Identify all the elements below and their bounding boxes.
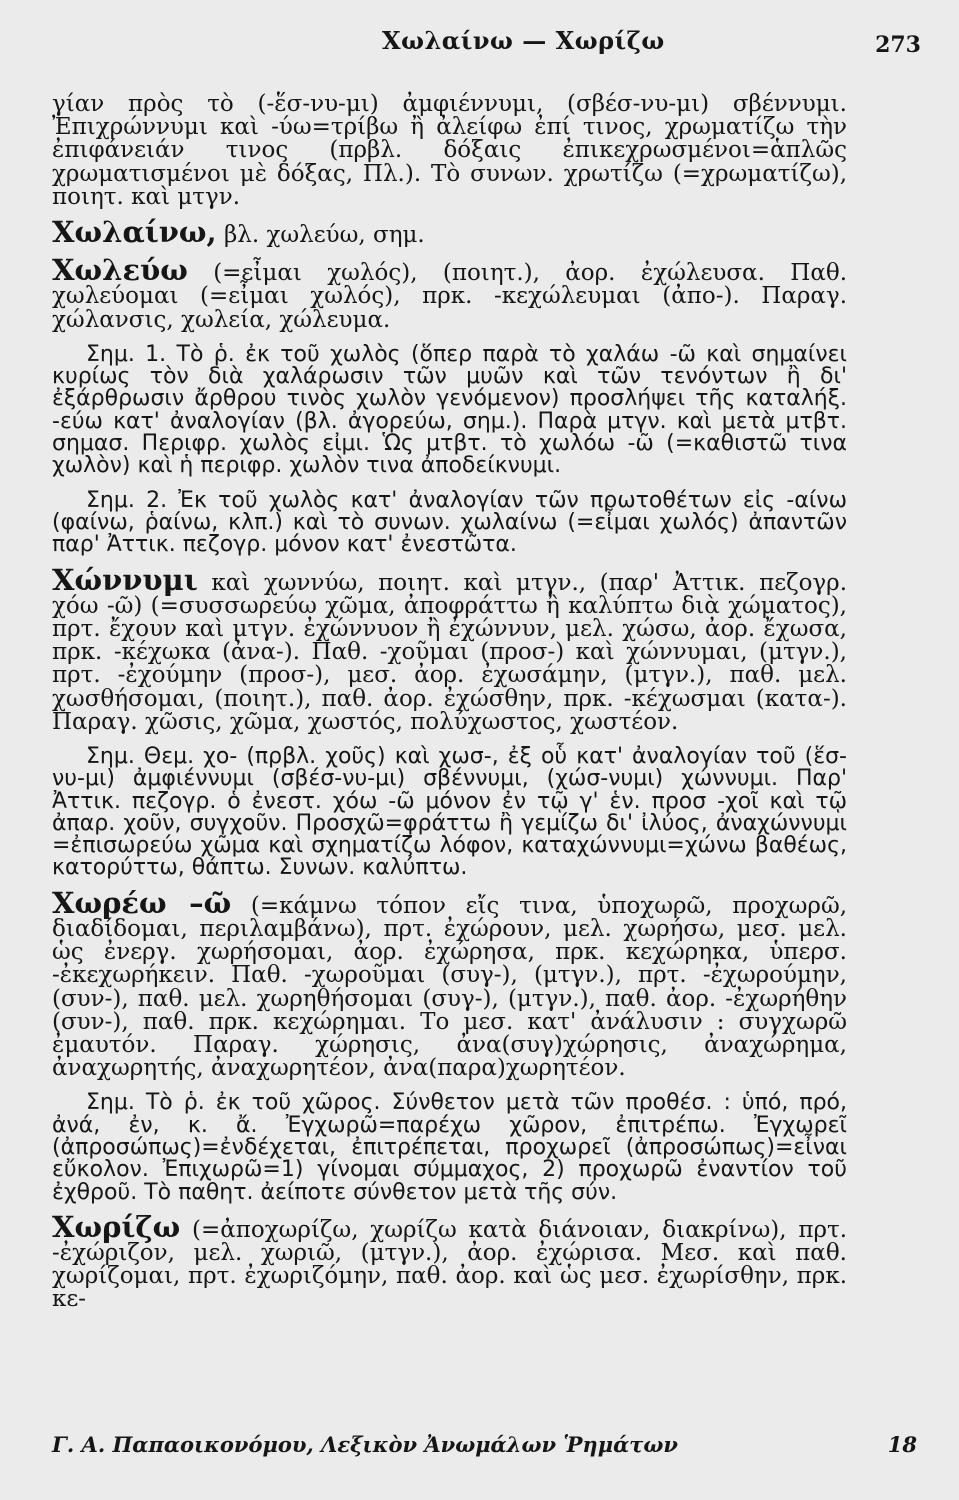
running-head: Χωλαίνω — Χωρίζω bbox=[382, 26, 665, 55]
page-number: 273 bbox=[875, 32, 921, 58]
note-1 bbox=[52, 341, 847, 479]
entry-lemma: Χωλεύω bbox=[52, 253, 188, 288]
footer-citation: Γ. Α. Παπαοικονόμου, Λεξικὸν Ἀνωμάλων Ῥημάτων bbox=[52, 1432, 678, 1457]
entry-lemma: Χωρίζω bbox=[52, 1209, 181, 1244]
page-footer bbox=[52, 1432, 917, 1457]
paragraph-text: γίαν πρὸς τὸ (-ἕσ-νυ-μι) ἀμφιέννυμι, (σβέσ-νυ-μι) σβέννυμι. Ἐπιχρώννυμι καὶ -ύω=τρίβω ἢ ἀλείφω ἐπί τινος, χρωματίζω τὴν ἐπιφάνειάν τινος (πρβλ. δόξαις ἐπικεχρωσμένοι=ἁπλῶς χρωματισμένοι μὲ δόξας, Πλ.). Τὸ συνων. χρωτίζω (=χρωματίζω), ποιητ. καὶ μτγν. bbox=[52, 91, 847, 210]
entry-chōnnymi bbox=[52, 562, 847, 735]
entry-lemma: Χώννυμι bbox=[52, 562, 198, 597]
entry-lemma: Χωρέω –ῶ bbox=[52, 885, 232, 920]
note-2 bbox=[52, 487, 847, 558]
intro-paragraph bbox=[52, 93, 847, 209]
signature-mark: 18 bbox=[887, 1432, 917, 1457]
entry-chōrizō bbox=[52, 1209, 847, 1313]
entry-chōlainō bbox=[52, 215, 847, 250]
entry-lemma: Χωλαίνω, bbox=[52, 215, 217, 250]
entry-text: καὶ χωννύω, ποιητ. καὶ μτγν., (παρ' Ἀττικ. πεζογρ. χόω -ῶ) (=συσσωρεύω χῶμα, ἀποφράττω ἢ καλύπτω διὰ χώματος), πρτ. ἔχουν καὶ μτγν. ἐχώννυον ἢ ἐχώννυν, μελ. χώσω, ἀορ. ἔχωσα, πρκ. -κέχωκα (ἀνα-). Παθ. -χοῦμαι (προσ-) καὶ χώννυμαι, (μτγν.), πρτ. -ἐχούμην (προσ-), μεσ. ἀορ. ἐχωσάμην, (μτγν.), παθ. μελ. χωσθήσομαι, (ποιητ.), παθ. ἀορ. ἐχώσθην, πρκ. -κέχωσμαι (κατα-). Παραγ. χῶσις, χῶμα, χωστός, πολύχωστος, χωστέον. bbox=[52, 569, 847, 735]
page-header bbox=[52, 22, 921, 70]
note-text: Σημ. Θεμ. χο- (πρβλ. χοῦς) καὶ χωσ-, ἐξ οὗ κατ' ἀναλογίαν τοῦ (ἕσ-νυ-μι) ἀμφιέννυμι (σβέσ-νυ-μι) σβέννυμι, (χώσ-νυμι) χώννυμι. Παρ' Ἀττικ. πεζογρ. ὁ ἐνεστ. χόω -ῶ μόνον ἐν τῷ γ' ἑν. προσ -χοῖ καὶ τῷ ἀπαρ. χοῦν, συγχοῦν. Προσχῶ=φράττω ἢ γεμίζω δι' ἰλύος, ἀναχώννυμι =ἐπισωρεύω χῶμα καὶ σχηματίζω λόφον, καταχώννυμι=χώνω βαθέως, κατορύττω, θάπτω. Συνων. καλύπτω. bbox=[52, 743, 847, 881]
entry-text: (=ἀποχωρίζω, χωρίζω κατὰ διάνοιαν, διακρίνω), πρτ. -ἐχώριζον, μελ. χωριῶ, (μτγν.), ἀορ. ἐχώρισα. Μεσ. καὶ παθ. χωρίζομαι, πρτ. ἐχωριζόμην, παθ. ἀορ. καὶ ὡς μεσ. ἐχωρίσθην, πρκ. κε- bbox=[52, 1216, 847, 1313]
note-text: Σημ. 2. Ἐκ τοῦ χωλὸς κατ' ἀναλογίαν τῶν πρωτοθέτων εἰς -αίνω (φαίνω, ῥαίνω, κλπ.) καὶ τὸ συνων. χωλαίνω (=εἶμαι χωλός) ἀπαντῶν παρ' Ἀττικ. πεζογρ. μόνον κατ' ἐνεστῶτα. bbox=[52, 487, 847, 558]
note-text: Σημ. 1. Τὸ ῥ. ἐκ τοῦ χωλὸς (ὅπερ παρὰ τὸ χαλάω -ῶ καὶ σημαίνει κυρίως τὸν διὰ χαλάρωσιν τῶν μυῶν καὶ τῶν τενόντων ἢ δι' ἐξάρθρωσιν ἄρθρου τινὸς χωλὸν γενόμενον) προσλήψει τῆς καταλήξ. -εύω κατ' ἀναλογίαν (βλ. ἀγορεύω, σημ.). Παρὰ μτγν. καὶ μετὰ μτβτ. σημασ. Περιφρ. χωλὸς εἰμι. Ὡς μτβτ. τὸ χωλόω -ῶ (=καθιστῶ τινα χωλὸν) καὶ ἡ περιφρ. χωλὸν τινα ἀποδείκνυμι. bbox=[52, 341, 847, 479]
entry-text: βλ. χωλεύω, σημ. bbox=[223, 222, 425, 249]
entry-text: (=κάμνω τόπον εἴς τινα, ὑποχωρῶ, προχωρῶ, διαδίδομαι, περιλαμβάνω), πρτ. ἐχώρουν, μελ. χωρήσω, μεσ. μελ. ὡς ἐνεργ. χωρήσομαι, ἀορ. ἐχώρησα, πρκ. κεχώρηκα, ὑπερσ. -ἐκεχωρήκειν. Παθ. -χωροῦμαι (συγ-), (μτγν.), πρτ. -ἐχωρούμην, (συν-), παθ. μελ. χωρηθήσομαι (συγ-), (μτγν.), παθ. ἀορ. -ἐχωρήθην (συν-), παθ. πρκ. κεχώρημαι. Το μεσ. κατ' ἀνάλυσιν : συγχωρῶ ἐμαυτόν. Παραγ. χώρησις, ἀνα(συγ)χώρησις, ἀναχώρημα, ἀναχωρητής, ἀναχωρητέον, ἀνα(παρα)χωρητέον. bbox=[52, 892, 848, 1082]
note-text: Σημ. Τὸ ῥ. ἐκ τοῦ χῶρος. Σύνθετον μετὰ τῶν προθέσ. : ὑπό, πρό, ἀνά, ἐν, κ. ἄ. Ἐγχωρῶ=παρέχω χῶρον, ἐπιτρέπω. Ἐγχωρεῖ (ἀπροσώπως)=ἐνδέχεται, ἐπιτρέπεται, προχωρεῖ (ἀπροσώπως)=εἶναι εὔκολον. Ἐπιχωρῶ=1) γίνομαι σύμμαχος, 2) προχωρῶ ἐναντίον τοῦ ἐχθροῦ. Τὸ παθητ. ἀείποτε σύνθετον μετὰ τῆς σύν. bbox=[52, 1090, 847, 1205]
note-chōnnymi bbox=[52, 743, 847, 881]
entry-text: (=εἶμαι χωλός), (ποιητ.), ἀορ. ἐχώλευσα. Παθ. χωλεύομαι (=εἶμαι χωλός), πρκ. -κεχώλευμαι (ἀπο-). Παραγ. χώλανσις, χωλεία, χώλευμα. bbox=[52, 260, 848, 333]
note-chōreō bbox=[52, 1092, 847, 1203]
entry-chōreō bbox=[52, 885, 848, 1082]
entry-chōleuō bbox=[52, 253, 848, 333]
dictionary-body bbox=[52, 93, 847, 1312]
